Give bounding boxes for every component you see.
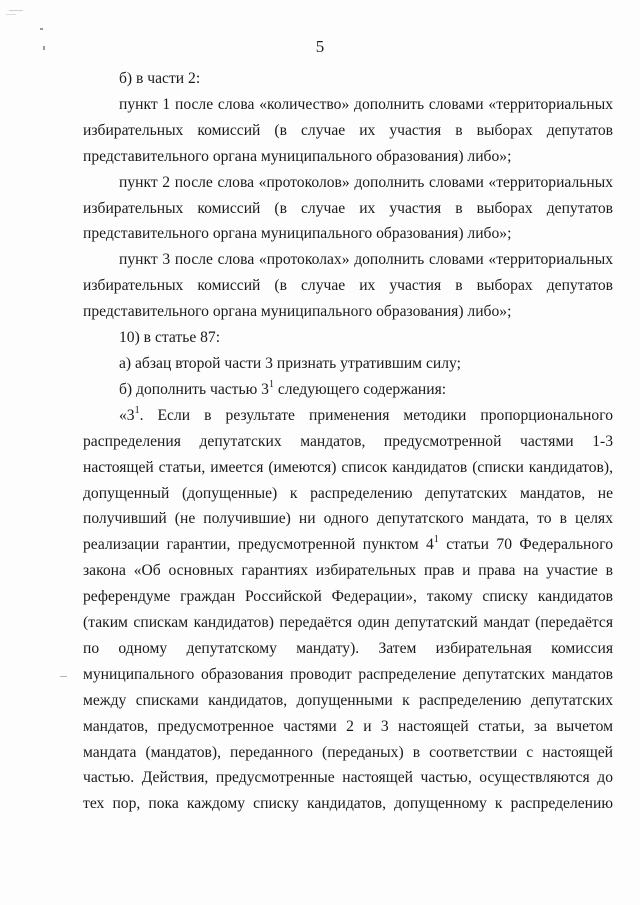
- document-body: [83, 66, 613, 817]
- paragraph-item-b: [83, 377, 613, 403]
- scan-artifact: [60, 676, 67, 677]
- paragraph-point-2: пункт 2 после слова «протоколов» дополнить словами «территориальных избирательных комиссий (в случае их участия в выборах депутатов представительного органа муниципального образования) либо»;: [83, 173, 613, 243]
- superscript: 1: [134, 404, 140, 416]
- paragraph-article-87: 10) в статье 87:: [119, 329, 221, 347]
- superscript: 1: [433, 534, 439, 546]
- scan-artifact: [6, 14, 16, 15]
- paragraph-point-3: пункт 3 после слова «протоколах» дополнить словами «территориальных избирательных комиссий (в случае их участия в выборах депутатов представительного органа муниципального образования) либо»;: [83, 251, 613, 321]
- paragraph-part-3-1-start: «3: [119, 406, 135, 424]
- page-number: 5: [315, 37, 325, 56]
- paragraph-part-3-1-end: статьи 70 Федерального закона «Об основных гарантиях избирательных прав и права на участие в референдуме граждан Российской Федерации», такому списку кандидатов (таким спискам кандидатов) передаётся один депутатский мандат (передаётся по одному депутатскому мандату). Затем избирательная комиссия муниципального образования проводит распределение депутатских мандатов между списками кандидатов, допущенными к распределению депутатских мандатов, предусмотренное частями 2 и 3 настоящей статьи, за вычетом мандата (мандатов), переданного (переданых) в соответствии с настоящей частью. Действия, предусмотренные настоящей частью, осуществляются до тех пор, пока каждому списку кандидатов, допущенному к распределению: [83, 536, 614, 813]
- paragraph-part-3-1: [83, 403, 613, 818]
- superscript: 1: [268, 378, 274, 390]
- paragraph-item-b-text-end: следующего содержания:: [273, 380, 447, 398]
- scan-artifact: [9, 10, 23, 11]
- paragraph-part-2-heading: б) в части 2:: [119, 70, 201, 87]
- paragraph-point-1: пункт 1 после слова «количество» дополнить словами «территориальных избирательных комиссий (в случае их участия в выборах депутатов представительного органа муниципального образования) либо»;: [83, 95, 613, 165]
- paragraph-item-a: а) абзац второй части 3 признать утратившим силу;: [119, 354, 461, 372]
- scan-artifact: [40, 28, 43, 30]
- paragraph-item-b-text: б) дополнить частью 3: [119, 380, 269, 398]
- paragraph-part-3-1-body: . Если в результате применения методики пропорционального распределения депутатских мандатов, предусмотренной частями 1-3 настоящей статьи, имеется (имеются) список кандидатов (списки кандидатов), допущенный (допущенные) к распределению депутатских мандатов, не получивший (не получившие) ни одного депутатского мандата, то в целях реализации гарантии, предусмотренной пунктом 4: [83, 406, 613, 554]
